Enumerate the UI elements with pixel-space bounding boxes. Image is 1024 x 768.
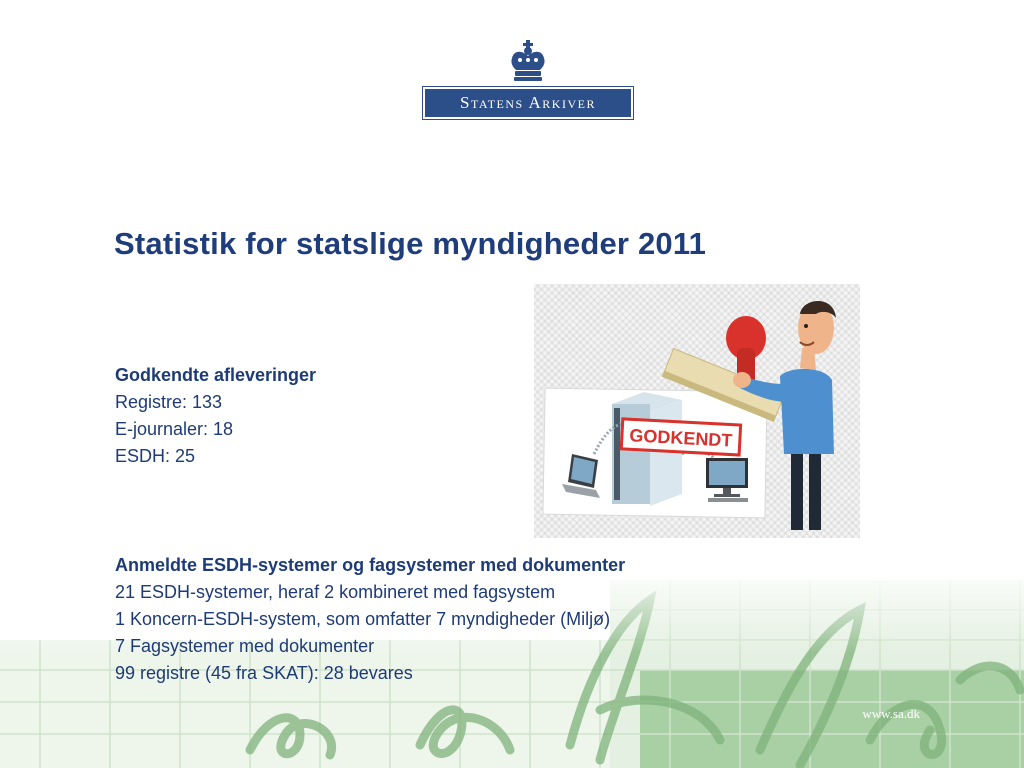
stat-line: ESDH: 25 bbox=[115, 446, 196, 466]
page-title: Statistik for statslige myndigheder 2011 bbox=[114, 226, 707, 261]
reported-systems-section bbox=[115, 552, 625, 687]
stat-line: E-journaler: 18 bbox=[115, 419, 234, 439]
logo-plate bbox=[422, 86, 634, 120]
stat-line: 21 ESDH-systemer, heraf 2 kombineret med fagsystem bbox=[115, 582, 556, 602]
stat-line: Registre: 133 bbox=[115, 392, 223, 412]
stat-line: 99 registre (45 fra SKAT): 28 bevares bbox=[115, 663, 413, 683]
section-heading: Anmeldte ESDH-systemer og fagsystemer med dokumenter bbox=[115, 555, 626, 575]
logo-text: Statens Arkiver bbox=[425, 89, 631, 117]
crown-icon bbox=[506, 40, 550, 82]
stat-line: 1 Koncern-ESDH-system, som omfatter 7 myndigheder (Miljø) bbox=[115, 609, 611, 629]
stat-line: 7 Fagsystemer med dokumenter bbox=[115, 636, 375, 656]
stamp-text: GODKENDT bbox=[628, 425, 733, 451]
section-heading: Godkendte afleveringer bbox=[115, 365, 317, 385]
approval-illustration bbox=[534, 284, 860, 538]
website-url: www.sa.dk bbox=[862, 706, 920, 721]
approved-deliveries-section bbox=[115, 362, 316, 470]
statens-arkiver-logo bbox=[422, 40, 634, 120]
